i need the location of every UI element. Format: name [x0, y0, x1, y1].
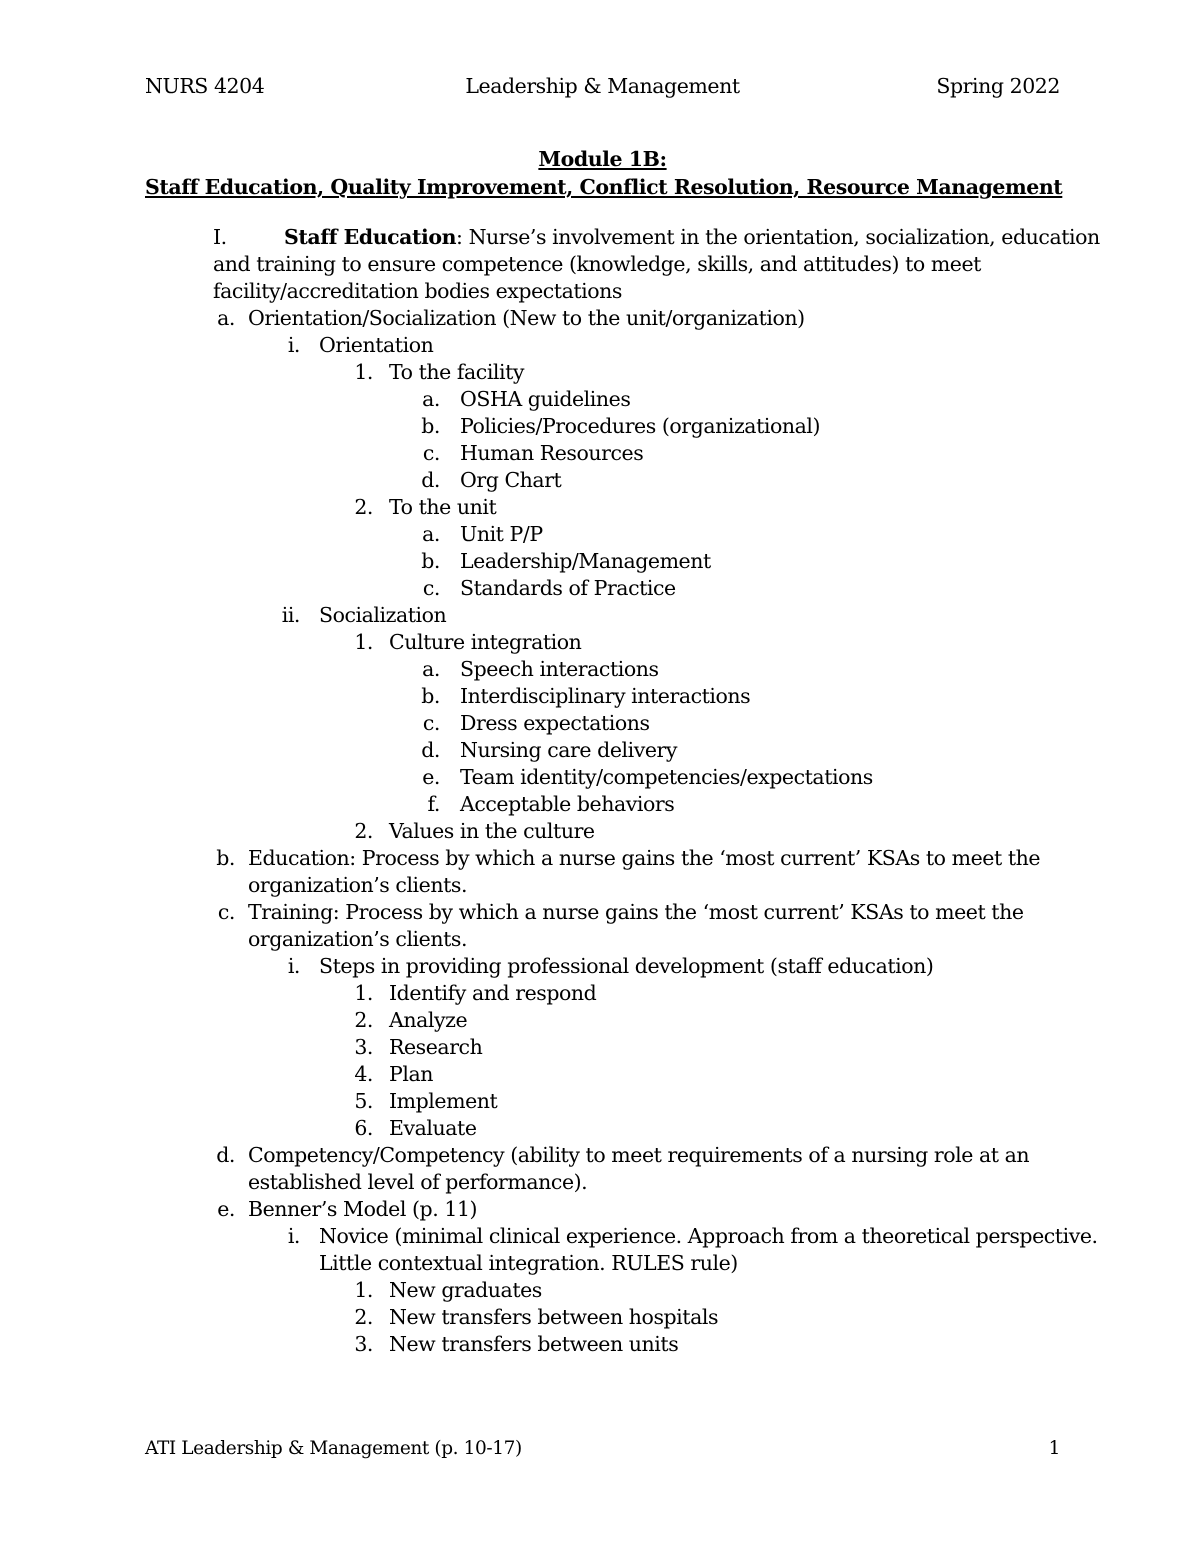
list-item: Nursing care delivery	[460, 738, 678, 762]
section-intro-line-1	[284, 224, 1100, 251]
list-marker: 3.	[354, 1332, 373, 1356]
list-marker: i.	[287, 333, 300, 357]
list-item: Novice (minimal clinical experience. Approach from a theoretical perspective.	[319, 1224, 1098, 1248]
page-header	[145, 74, 1060, 102]
title-line-2: Staff Education, Quality Improvement, Conflict Resolution, Resource Management	[145, 175, 1063, 199]
list-marker: b.	[216, 846, 235, 870]
list-item: Competency/Competency (ability to meet requirements of a nursing role at an	[248, 1143, 1030, 1167]
list-item: Standards of Practice	[460, 576, 676, 600]
list-marker: d.	[421, 738, 440, 762]
list-marker: a.	[422, 522, 440, 546]
list-item: Acceptable behaviors	[460, 792, 675, 816]
list-item: New graduates	[389, 1278, 542, 1302]
list-marker: d.	[421, 468, 440, 492]
section-intro-line-2: and training to ensure competence (knowledge, skills, and attitudes) to meet	[213, 252, 981, 276]
list-marker: 3.	[354, 1035, 373, 1059]
list-marker: 5.	[354, 1089, 373, 1113]
list-marker: a.	[422, 657, 440, 681]
list-marker: 2.	[354, 495, 373, 519]
list-item: Evaluate	[389, 1116, 477, 1140]
list-item: To the unit	[389, 495, 497, 519]
list-item: To the facility	[389, 360, 525, 384]
list-item: Steps in providing professional development (staff education)	[319, 954, 934, 978]
list-marker: 1.	[354, 630, 373, 654]
list-item: Unit P/P	[460, 522, 543, 546]
list-marker: i.	[287, 954, 300, 978]
list-marker: b.	[421, 414, 440, 438]
list-item-continuation: organization’s clients.	[248, 873, 468, 897]
list-marker: 6.	[354, 1116, 373, 1140]
page-number: 1	[1048, 1438, 1060, 1459]
list-item-continuation: established level of performance).	[248, 1170, 588, 1194]
list-item: Education: Process by which a nurse gains the ‘most current’ KSAs to meet the	[248, 846, 1041, 870]
section-intro-line-3: facility/accreditation bodies expectations	[213, 279, 622, 303]
list-marker: 2.	[354, 1305, 373, 1329]
list-marker: 4.	[354, 1062, 373, 1086]
list-item: Leadership/Management	[460, 549, 711, 573]
list-marker: b.	[421, 684, 440, 708]
list-marker: e.	[217, 1197, 235, 1221]
list-marker: 2.	[354, 819, 373, 843]
list-item: Training: Process by which a nurse gains the ‘most current’ KSAs to meet the	[248, 900, 1024, 924]
list-marker: 1.	[354, 981, 373, 1005]
section-marker: I.	[213, 225, 227, 249]
document-title	[145, 145, 1063, 201]
list-item: Socialization	[319, 603, 447, 627]
list-item: Values in the culture	[389, 819, 595, 843]
list-marker: 2.	[354, 1008, 373, 1032]
list-marker: 1.	[354, 360, 373, 384]
header-course: NURS 4204	[145, 74, 265, 98]
list-item: Implement	[389, 1089, 498, 1113]
header-subject: Leadership & Management	[465, 74, 740, 98]
page-footer	[145, 1438, 1060, 1464]
section-heading: Staff Education	[284, 225, 457, 249]
list-item: Orientation/Socialization (New to the unit/organization)	[248, 306, 805, 330]
title-line-1: Module 1B:	[538, 147, 667, 171]
list-marker: b.	[421, 549, 440, 573]
list-marker: a.	[217, 306, 235, 330]
list-item-continuation: organization’s clients.	[248, 927, 468, 951]
list-item: Analyze	[389, 1008, 468, 1032]
list-item: New transfers between units	[389, 1332, 679, 1356]
list-item: OSHA guidelines	[460, 387, 631, 411]
list-marker: c.	[422, 441, 440, 465]
list-item: Human Resources	[460, 441, 644, 465]
list-item: Interdisciplinary interactions	[460, 684, 751, 708]
header-term: Spring 2022	[936, 74, 1060, 98]
list-marker: f.	[427, 792, 440, 816]
section-intro-text: : Nurse’s involvement in the orientation, socialization, education	[456, 225, 1100, 249]
list-item: Dress expectations	[460, 711, 650, 735]
list-marker: c.	[217, 900, 235, 924]
list-item-continuation: Little contextual integration. RULES rule)	[319, 1251, 738, 1275]
list-marker: e.	[422, 765, 440, 789]
list-item: New transfers between hospitals	[389, 1305, 719, 1329]
footer-source: ATI Leadership & Management (p. 10-17)	[145, 1438, 522, 1459]
list-item: Research	[389, 1035, 483, 1059]
list-item: Team identity/competencies/expectations	[460, 765, 873, 789]
list-marker: ii.	[281, 603, 300, 627]
list-item: Benner’s Model (p. 11)	[248, 1197, 478, 1221]
list-marker: i.	[287, 1224, 300, 1248]
list-item: Plan	[389, 1062, 433, 1086]
list-item: Culture integration	[389, 630, 582, 654]
list-marker: c.	[422, 576, 440, 600]
list-item: Policies/Procedures (organizational)	[460, 414, 821, 438]
list-marker: d.	[216, 1143, 235, 1167]
list-item: Orientation	[319, 333, 434, 357]
list-marker: a.	[422, 387, 440, 411]
list-item: Identify and respond	[389, 981, 597, 1005]
list-marker: 1.	[354, 1278, 373, 1302]
list-item: Speech interactions	[460, 657, 659, 681]
list-item: Org Chart	[460, 468, 562, 492]
list-marker: c.	[422, 711, 440, 735]
